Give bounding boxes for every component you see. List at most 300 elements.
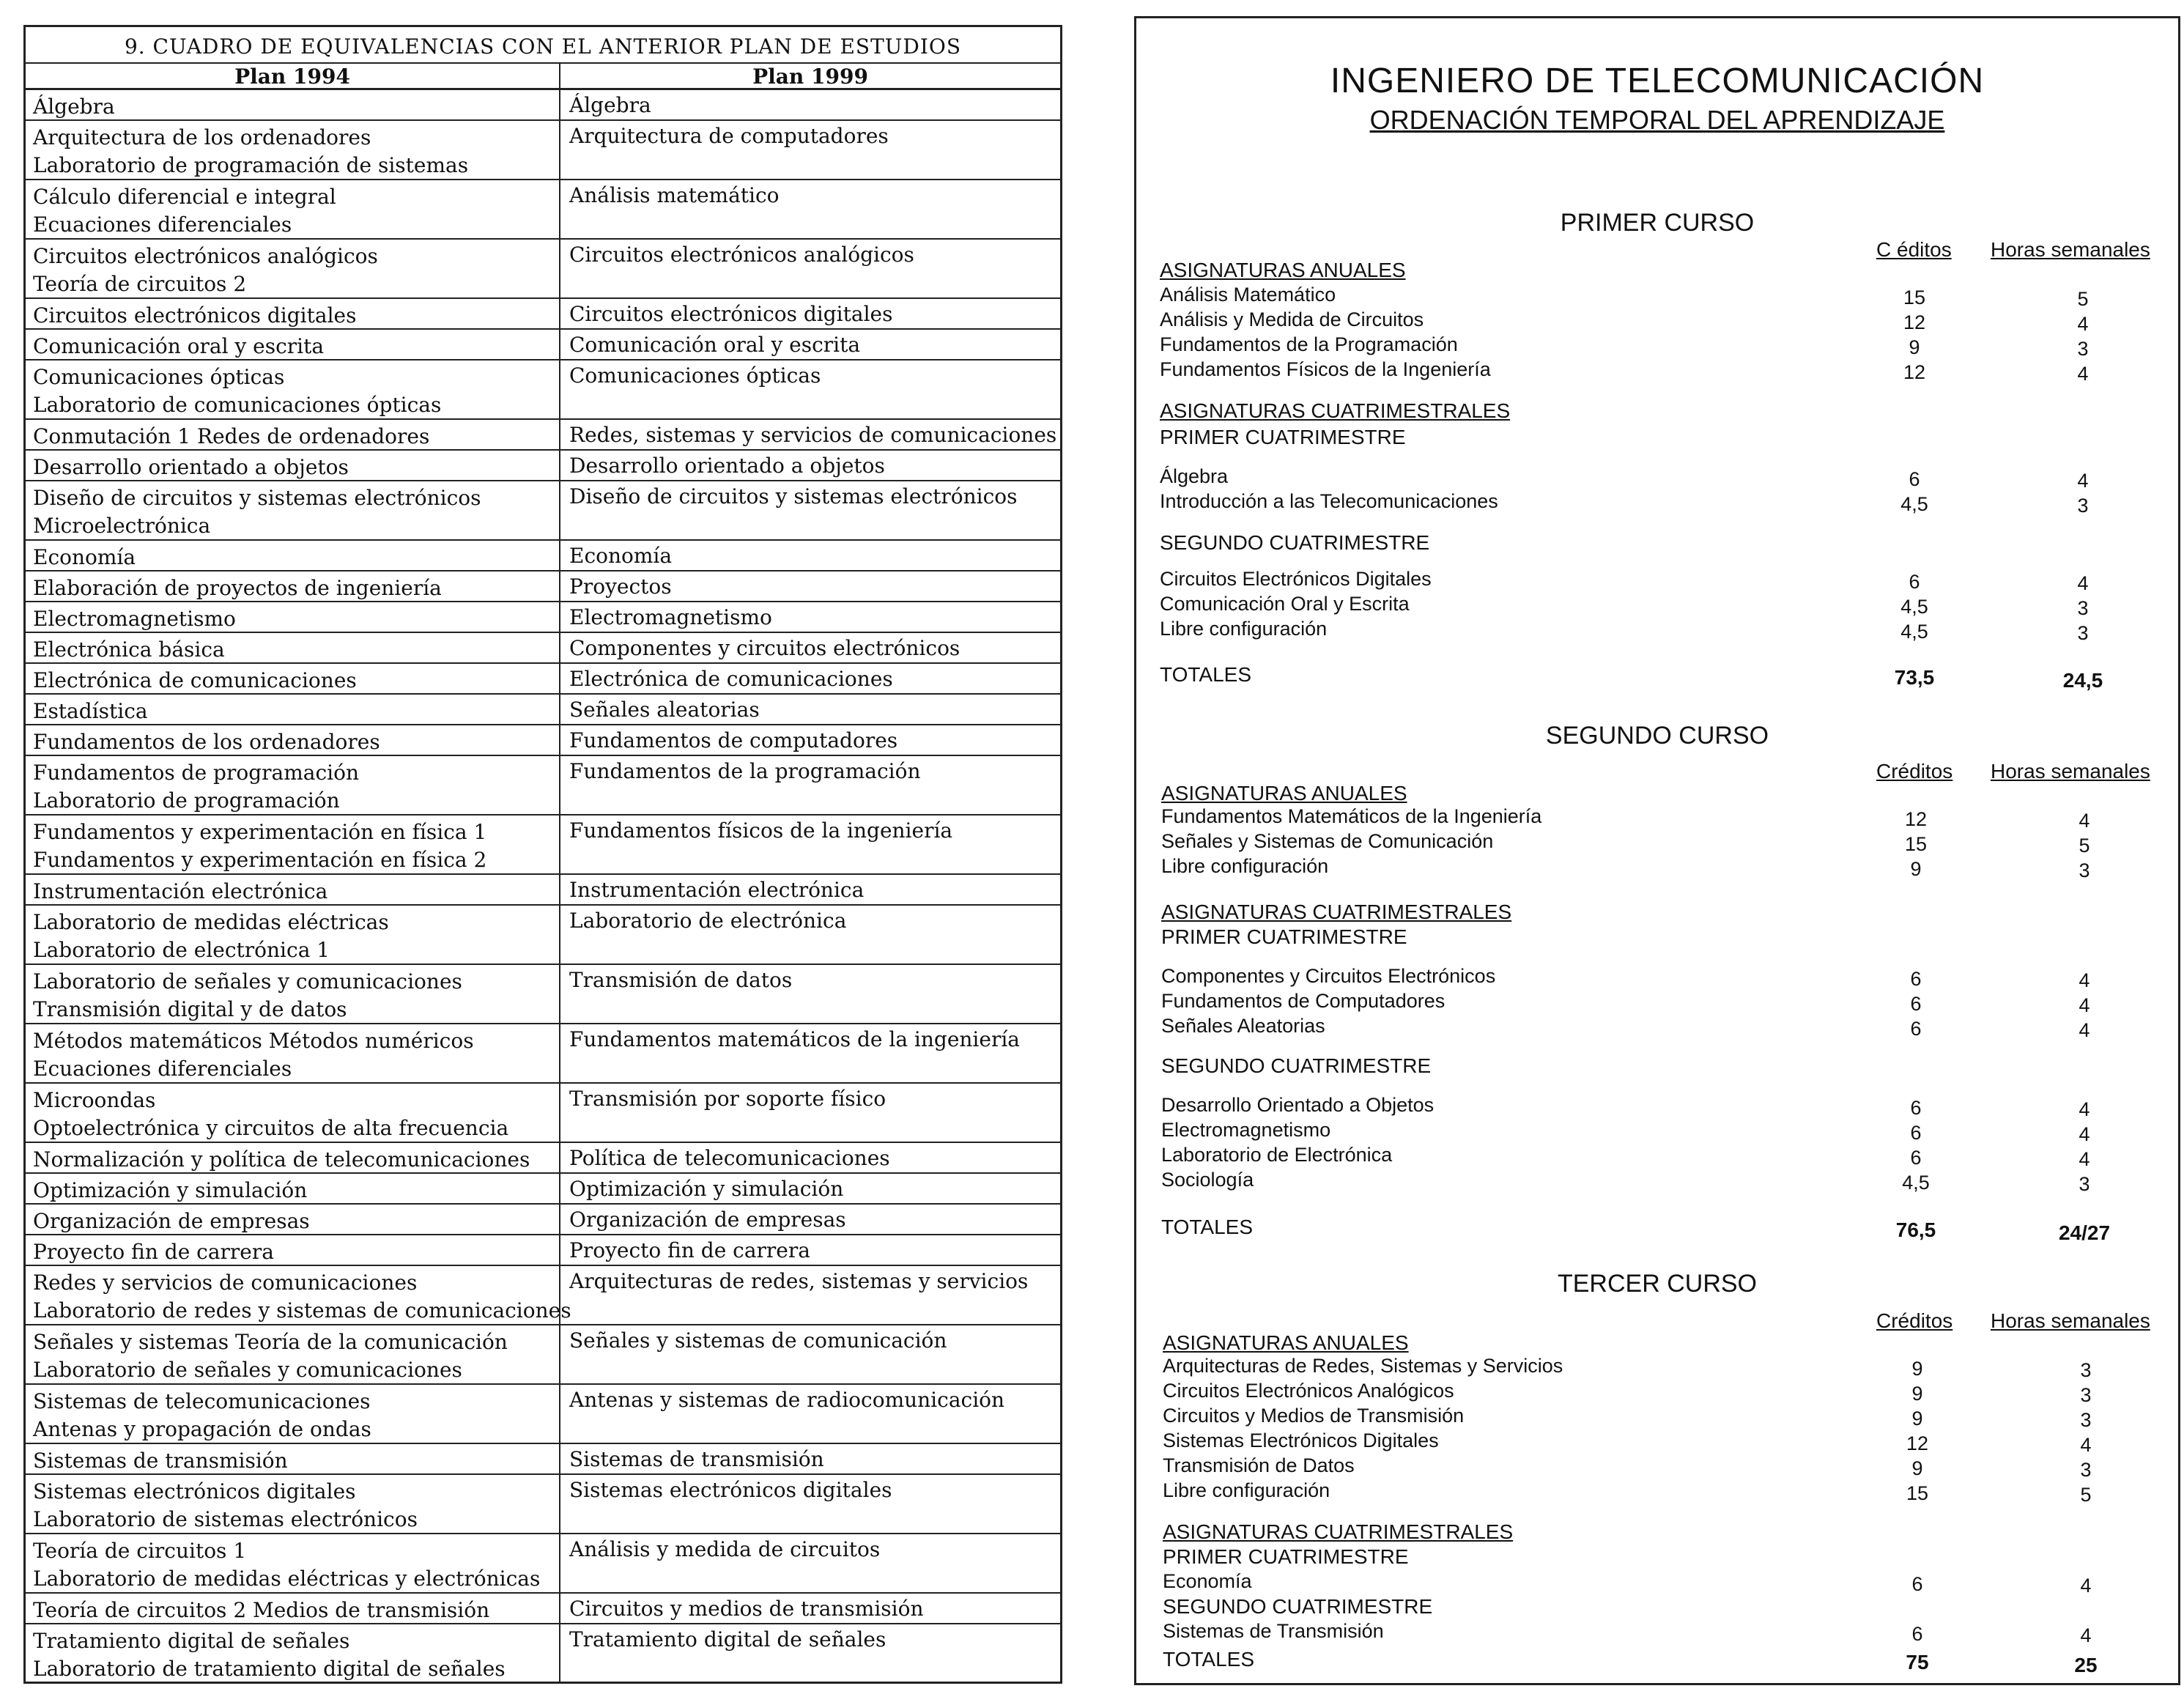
table-row [26,906,1060,965]
course-row [1161,1015,2172,1040]
table-row [26,1624,1060,1684]
total-credits: 73,5 [1894,666,1935,689]
plan-1994-subject: Comunicaciones ópticas [33,365,285,389]
course-row [1163,1454,2174,1479]
course-hours: 3 [2078,859,2090,881]
plan-1994-cell [26,451,560,480]
total-credits: 76,5 [1895,1218,1936,1241]
total-credits: 75 [1906,1651,1929,1673]
course-name: Laboratorio de Electrónica [1161,1144,1393,1166]
plan-1994-subject: Laboratorio de electrónica 1 [33,938,330,962]
year-title: TERCER CURSO [1557,1270,1758,1298]
quarterly-subjects-label: ASIGNATURAS CUATRIMESTRALES [1160,399,1511,422]
course-row [1160,593,2171,618]
hours-column-header: Horas semanales [1991,238,2150,261]
plan-1999-subject: Laboratorio de electrónica [569,909,847,933]
course-name: Circuitos Electrónicos Digitales [1160,568,1432,590]
course-credits: 9 [1911,1408,1923,1429]
course-name: Libre configuración [1161,855,1329,877]
curriculum-page [1134,16,2180,1685]
plan-1994-subject: Fundamentos y experimentación en física 1 [33,820,487,844]
course-row [1160,284,2171,308]
plan-1999-subject: Arquitectura de computadores [569,124,889,148]
plan-1994-cell [26,1534,560,1592]
plan-1999-subject: Circuitos y medios de transmisión [569,1597,924,1621]
course-name: Fundamentos Matemáticos de la Ingeniería [1161,805,1542,827]
plan-1999-subject: Fundamentos matemáticos de la ingeniería [569,1027,1020,1051]
plan-1999-subject: Redes, sistemas y servicios de comunicaciones [569,423,1057,447]
course-hours: 5 [2077,288,2089,310]
plan-1994-subject: Teoría de circuitos 2 [33,272,247,296]
course-name: Libre configuración [1160,618,1328,640]
column-header-plan-1994: Plan 1994 [26,64,560,90]
plan-1994-subject: Sistemas electrónicos digitales [33,1479,356,1503]
plan-1994-subject: Comunicación oral y escrita [33,334,325,358]
course-credits: 6 [1910,1147,1922,1169]
plan-1994-subject: Laboratorio de redes y sistemas de comunicaciones [33,1298,571,1323]
plan-1994-cell [26,1024,560,1082]
course-hours: 4 [2078,1148,2090,1170]
course-hours: 3 [2077,597,2089,619]
course-name: Fundamentos Físicos de la Ingeniería [1160,358,1491,380]
course-row [1161,1119,2172,1144]
plan-1999-subject: Fundamentos de la programación [569,759,921,783]
first-quarter-label: PRIMER CUATRIMESTRE [1163,1545,1409,1568]
course-hours: 4 [2077,470,2089,492]
course-credits: 4,5 [1900,621,1928,643]
degree-subtitle [1136,105,2178,136]
plan-1994-cell [26,1266,571,1324]
table-row [26,1534,1060,1594]
course-credits: 6 [1910,1122,1922,1144]
course-credits: 12 [1906,1432,1929,1454]
course-hours: 4 [2077,572,2089,594]
course-row [1161,1144,2172,1169]
course-credits: 6 [1911,1623,1923,1645]
course-name: Transmisión de Datos [1163,1454,1355,1476]
hours-column-header: Horas semanales [1991,760,2150,783]
course-row [1163,1355,2174,1380]
plan-1999-subject: Antenas y sistemas de radiocomunicación [569,1388,1005,1412]
table-row [26,965,1060,1024]
course-name: Análisis Matemático [1160,284,1336,306]
plan-1999-subject: Señales y sistemas de comunicación [569,1328,947,1353]
plan-1999-subject: Análisis matemático [569,183,780,207]
plan-1994-subject: Antenas y propagación de ondas [33,1417,371,1441]
table-row [26,240,1060,299]
plan-1999-subject: Componentes y circuitos electrónicos [569,636,960,660]
plan-1994-cell [26,756,560,814]
plan-1994-subject: Laboratorio de señales y comunicaciones [33,969,462,994]
table-row [26,633,1060,664]
second-quarter-label: SEGUNDO CUATRIMESTRE [1161,1054,1432,1077]
course-row [1163,1620,2174,1645]
course-name: Circuitos y Medios de Transmisión [1163,1405,1465,1427]
course-name: Sistemas de Transmisión [1163,1620,1384,1642]
second-quarter-label: SEGUNDO CUATRIMESTRE [1163,1595,1433,1618]
course-name: Electromagnetismo [1161,1119,1331,1141]
plan-1999-subject: Sistemas de transmisión [569,1447,824,1471]
quarterly-subjects-label: ASIGNATURAS CUATRIMESTRALES [1163,1520,1514,1543]
first-quarter-label: PRIMER CUATRIMESTRE [1161,925,1407,948]
course-hours: 4 [2078,994,2090,1016]
course-credits: 9 [1911,1383,1923,1405]
totals-row [1160,663,2171,692]
course-hours: 4 [2080,1624,2092,1646]
course-row [1160,358,2171,383]
plan-1994-cell [26,1325,560,1383]
plan-1999-subject: Circuitos electrónicos analógicos [569,243,914,267]
annual-subjects-label: ASIGNATURAS ANUALES [1163,1331,1409,1354]
table-row [26,695,1060,725]
plan-1994-cell [26,90,560,119]
plan-1994-subject: Estadística [33,699,148,723]
table-row [26,725,1060,756]
plan-1999-subject: Señales aleatorias [569,698,760,722]
plan-1999-subject: Comunicación oral y escrita [569,333,861,357]
course-hours: 4 [2078,810,2090,832]
plan-1994-cell [26,1174,560,1203]
plan-1994-subject: Laboratorio de programación [33,788,340,813]
plan-1994-subject: Circuitos electrónicos analógicos [33,244,378,268]
course-credits: 6 [1910,1018,1922,1040]
plan-1999-subject: Economía [569,544,673,568]
table-row [26,330,1060,360]
course-row [1160,568,2171,593]
plan-1994-subject: Ecuaciones diferenciales [33,1057,292,1081]
plan-1994-cell [26,1205,560,1234]
course-name: Álgebra [1160,465,1229,487]
plan-1999-subject: Sistemas electrónicos digitales [569,1478,892,1502]
second-quarter-label: SEGUNDO CUATRIMESTRE [1160,531,1430,554]
course-credits: 9 [1911,1457,1923,1479]
plan-1994-cell [26,240,560,297]
plan-1994-subject: Transmisión digital y de datos [33,997,347,1021]
course-row [1163,1570,2174,1595]
plan-1994-subject: Desarrollo orientado a objetos [33,455,349,479]
plan-1994-cell [26,180,560,238]
plan-1994-subject: Teoría de circuitos 1 [33,1539,247,1563]
course-hours: 4 [2078,1123,2090,1145]
total-hours: 24/27 [2058,1221,2111,1244]
course-hours: 3 [2077,338,2089,360]
credits-column-header: C éditos [1876,238,1952,261]
plan-1994-cell [26,725,560,755]
plan-1994-subject: Teoría de circuitos 2 Medios de transmisión [33,1598,490,1622]
plan-1994-subject: Laboratorio de programación de sistemas [33,153,469,177]
plan-1999-subject: Organización de empresas [569,1207,846,1232]
plan-1994-subject: Laboratorio de comunicaciones ópticas [33,393,442,417]
course-name: Componentes y Circuitos Electrónicos [1161,965,1496,987]
table-row [26,1266,1060,1325]
course-hours: 3 [2080,1459,2092,1481]
course-hours: 3 [2077,622,2089,644]
plan-1999-subject: Electrónica de comunicaciones [569,667,893,691]
table-row [26,541,1060,572]
plan-1994-cell [26,299,560,328]
hours-column-header: Horas semanales [1991,1309,2150,1332]
plan-1994-cell [26,1143,560,1172]
plan-1999-subject: Optimización y simulación [569,1177,844,1201]
plan-1994-cell [26,1594,560,1623]
totals-label: TOTALES [1160,663,1252,686]
plan-1994-subject: Microelectrónica [33,514,211,538]
course-name: Sociología [1161,1169,1254,1191]
course-hours: 4 [2078,1098,2090,1120]
plan-1999-subject: Circuitos electrónicos digitales [569,302,893,326]
plan-1994-cell [26,906,560,963]
course-name: Economía [1163,1570,1252,1592]
course-credits: 6 [1909,571,1920,593]
course-credits: 9 [1911,1358,1923,1380]
plan-1999-subject: Proyecto fin de carrera [569,1238,810,1262]
table-row [26,1444,1060,1475]
plan-1994-subject: Electrónica básica [33,637,225,662]
plan-1994-cell [26,965,560,1023]
plan-1999-subject: Proyectos [569,574,672,599]
course-row [1163,1380,2174,1405]
course-credits: 12 [1904,808,1928,830]
table-row [26,664,1060,695]
totals-row [1161,1216,2172,1242]
course-credits: 15 [1906,1482,1929,1504]
plan-1994-cell [26,875,560,904]
plan-1999-subject: Tratamiento digital de señales [569,1627,886,1652]
course-credits: 4,5 [1902,1172,1930,1194]
plan-1994-subject: Laboratorio de sistemas electrónicos [33,1507,418,1531]
table-row [26,1084,1060,1143]
plan-1999-subject: Electromagnetismo [569,605,772,629]
course-credits: 6 [1910,993,1922,1015]
course-row [1161,830,2172,855]
course-credits: 15 [1904,833,1928,855]
plan-1994-subject: Conmutación 1 Redes de ordenadores [33,424,430,448]
plan-1994-cell [26,1475,560,1533]
plan-1994-cell [26,1084,560,1142]
course-hours: 3 [2080,1359,2092,1381]
course-hours: 3 [2078,1173,2090,1195]
plan-1994-cell [26,121,560,179]
total-hours: 24,5 [2062,669,2103,692]
table-row [26,360,1060,420]
plan-1994-subject: Sistemas de telecomunicaciones [33,1389,371,1413]
table-row [26,1594,1060,1624]
table-row [26,1475,1060,1534]
course-hours: 5 [2080,1484,2092,1506]
table-row [26,481,1060,541]
table-row [26,572,1060,602]
plan-1994-subject: Sistemas de transmisión [33,1449,288,1473]
plan-1994-subject: Ecuaciones diferenciales [33,212,292,237]
plan-1994-cell [26,420,560,449]
plan-1999-subject: Fundamentos físicos de la ingeniería [569,818,953,843]
course-credits: 6 [1911,1573,1923,1595]
course-hours: 4 [2077,363,2089,385]
table-row [26,875,1060,906]
course-name: Desarrollo Orientado a Objetos [1161,1094,1435,1116]
credits-column-header: Créditos [1876,760,1953,783]
course-hours: 3 [2080,1384,2092,1406]
table-row [26,451,1060,481]
course-row [1161,855,2172,880]
plan-1994-subject: Economía [33,545,136,569]
plan-1994-cell [26,330,560,359]
plan-1994-cell [26,360,560,418]
plan-1994-subject: Electromagnetismo [33,607,236,631]
plan-1994-subject: Circuitos electrónicos digitales [33,303,357,328]
plan-1994-cell [26,664,560,693]
course-hours: 4 [2078,969,2090,991]
plan-1994-subject: Optimización y simulación [33,1178,308,1202]
plan-1999-subject: Fundamentos de computadores [569,728,898,752]
totals-label: TOTALES [1163,1648,1255,1671]
year-title: PRIMER CURSO [1560,209,1755,237]
plan-1994-subject: Fundamentos de los ordenadores [33,730,380,754]
plan-1994-subject: Señales y sistemas Teoría de la comunicación [33,1330,508,1354]
course-name: Señales y Sistemas de Comunicación [1161,830,1494,852]
plan-1994-subject: Arquitectura de los ordenadores [33,125,371,149]
plan-1994-subject: Proyecto fin de carrera [33,1240,274,1264]
plan-1994-subject: Fundamentos y experimentación en física 2 [33,848,487,872]
plan-1994-cell [26,1444,560,1473]
plan-1999-subject: Análisis y medida de circuitos [569,1537,881,1561]
year-title: SEGUNDO CURSO [1545,722,1769,750]
plan-1994-subject: Laboratorio de tratamiento digital de señales [33,1657,506,1681]
plan-1994-cell [26,541,560,570]
course-row [1161,965,2172,990]
table-row [26,1385,1060,1444]
plan-1994-subject: Diseño de circuitos y sistemas electrónicos [33,486,481,510]
plan-1999-subject: Transmisión por soporte físico [569,1087,886,1111]
plan-1999-subject: Comunicaciones ópticas [569,363,821,388]
course-hours: 5 [2078,835,2090,857]
course-name: Fundamentos de Computadores [1161,990,1445,1012]
equivalence-table-header [26,62,1060,90]
plan-1999-subject: Transmisión de datos [569,968,793,992]
table-row [26,756,1060,815]
equivalence-table-page [23,25,1062,1684]
plan-1994-cell [26,633,560,662]
plan-1994-subject: Laboratorio de medidas eléctricas y electrónicas [33,1567,541,1591]
plan-1999-subject: Álgebra [569,93,651,117]
table-row [26,1205,1060,1235]
course-row [1160,618,2171,643]
course-hours: 3 [2077,495,2089,517]
table-row [26,1325,1060,1385]
plan-1999-subject: Política de telecomunicaciones [569,1146,890,1170]
plan-1994-subject: Cálculo diferencial e integral [33,185,336,209]
course-name: Sistemas Electrónicos Digitales [1163,1429,1439,1451]
plan-1994-cell [26,1385,560,1443]
plan-1994-subject: Organización de empresas [33,1209,310,1233]
table-row [26,420,1060,451]
table-row [26,299,1060,330]
course-hours: 4 [2080,1575,2092,1597]
column-header-plan-1999: Plan 1999 [752,64,868,89]
plan-1994-cell [26,1624,560,1682]
course-hours: 4 [2078,1019,2090,1041]
plan-1994-cell [26,602,560,632]
plan-1994-subject: Redes y servicios de comunicaciones [33,1270,418,1295]
course-name: Fundamentos de la Programación [1160,333,1458,355]
course-credits: 4,5 [1900,493,1928,515]
course-credits: 9 [1910,858,1922,880]
course-credits: 6 [1910,968,1922,990]
plan-1994-cell [26,1235,560,1265]
course-name: Circuitos Electrónicos Analógicos [1163,1380,1454,1402]
plan-1999-subject: Diseño de circuitos y sistemas electrónicos [569,484,1018,508]
course-row [1160,465,2171,490]
plan-1994-cell [26,815,560,873]
course-row [1160,308,2171,333]
course-row [1161,990,2172,1015]
course-row [1161,1094,2172,1119]
plan-1999-subject: Desarrollo orientado a objetos [569,454,885,478]
table-row [26,1143,1060,1174]
plan-1994-subject: Elaboración de proyectos de ingeniería [33,576,442,600]
course-credits: 12 [1903,361,1926,383]
course-name: Comunicación Oral y Escrita [1160,593,1410,615]
equivalence-table-title: 9. CUADRO DE EQUIVALENCIAS CON EL ANTERIOR PLAN DE ESTUDIOS [124,34,962,59]
annual-subjects-label: ASIGNATURAS ANUALES [1161,782,1407,805]
table-row [26,121,1060,180]
table-row [26,1235,1060,1266]
course-row [1163,1429,2174,1454]
course-credits: 6 [1909,468,1920,490]
course-row [1161,805,2172,830]
plan-1994-cell [26,695,560,724]
table-row [26,815,1060,875]
course-row [1160,490,2171,515]
table-row [26,602,1060,633]
plan-1994-subject: Normalización y política de telecomunicaciones [33,1147,530,1172]
course-credits: 15 [1903,286,1926,308]
credits-column-header: Créditos [1876,1309,1953,1332]
table-row [26,90,1060,121]
plan-1994-subject: Álgebra [33,95,115,119]
course-credits: 12 [1903,311,1926,333]
first-quarter-label: PRIMER CUATRIMESTRE [1160,426,1406,448]
totals-row [1163,1648,2174,1674]
course-credits: 9 [1909,336,1920,358]
total-hours: 25 [2074,1654,2098,1676]
plan-1999-subject: Arquitecturas de redes, sistemas y servicios [569,1269,1029,1293]
plan-1994-subject: Instrumentación electrónica [33,879,328,903]
plan-1994-cell [26,572,560,601]
course-row [1163,1405,2174,1429]
course-name: Libre configuración [1163,1479,1330,1501]
totals-label: TOTALES [1161,1216,1254,1238]
table-row [26,1024,1060,1084]
quarterly-subjects-label: ASIGNATURAS CUATRIMESTRALES [1161,900,1512,923]
plan-1994-subject: Tratamiento digital de señales [33,1629,350,1653]
annual-subjects-label: ASIGNATURAS ANUALES [1160,259,1406,281]
plan-1994-subject: Electrónica de comunicaciones [33,668,357,692]
plan-1994-subject: Laboratorio de señales y comunicaciones [33,1358,462,1382]
degree-subtitle-text: ORDENACIÓN TEMPORAL DEL APRENDIZAJE [1369,105,1945,135]
equivalence-table-body [26,90,1060,1684]
course-row [1160,333,2171,358]
plan-1994-subject: Métodos matemáticos Métodos numéricos [33,1029,474,1053]
course-hours: 4 [2080,1434,2092,1456]
degree-title: INGENIERO DE TELECOMUNICACIÓN [1330,62,1985,100]
course-hours: 4 [2077,313,2089,335]
table-row [26,180,1060,240]
plan-1994-subject: Laboratorio de medidas eléctricas [33,910,389,934]
course-name: Señales Aleatorias [1161,1015,1325,1037]
course-row [1163,1479,2174,1504]
course-row [1161,1169,2172,1194]
